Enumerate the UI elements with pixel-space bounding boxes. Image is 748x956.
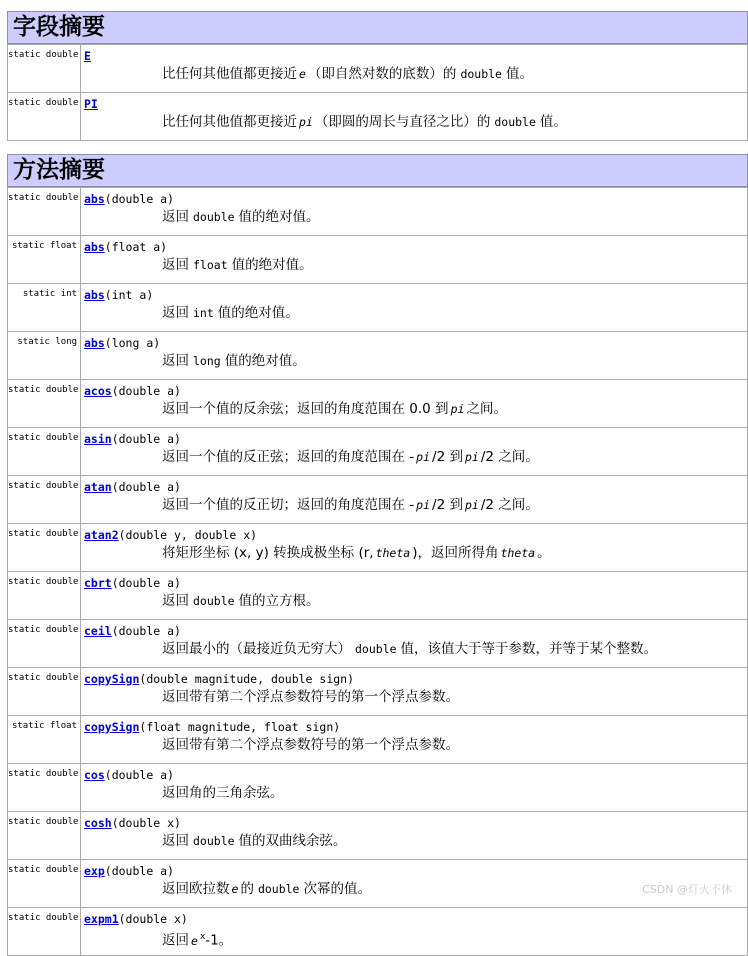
field-name-link[interactable]: PI [84,97,98,111]
method-modifier: static double [8,572,81,620]
field-row [8,45,748,93]
method-name-link[interactable]: asin [84,432,112,446]
field-desc-text: 比任何其他值都更接近 [162,66,297,82]
desc-text: 返回 [162,257,189,273]
method-params: (double y, double x) [118,528,258,542]
method-modifier: static double [8,620,81,668]
desc-text: -1。 [205,932,233,949]
method-description [84,303,747,323]
field-modifier: static double [8,93,81,141]
field-desc-text: 值。 [505,66,533,82]
desc-text: 值的绝对值。 [238,209,320,225]
method-name-link[interactable]: abs [84,288,105,302]
method-params: (float magnitude, float sign) [139,720,341,734]
desc-code: double [193,594,235,608]
method-name-link[interactable]: exp [84,864,105,878]
field-row [8,93,748,141]
method-description [84,351,747,371]
method-detail [81,812,748,860]
method-description [84,543,747,563]
method-name-link[interactable]: copySign [84,672,140,686]
desc-text: /2 到 [432,497,463,513]
desc-text: 返回最小的（最接近负无穷大） [162,641,351,657]
method-params: (double a) [111,624,181,638]
field-desc-text: （即自然对数的底数）的 [307,66,457,82]
method-description [84,591,747,611]
method-description [84,927,747,951]
method-params: (int a) [104,288,154,302]
desc-text: 返回 [162,305,189,321]
method-row [8,620,748,668]
method-modifier: static double [8,476,81,524]
method-detail [81,476,748,524]
method-modifier: static float [8,716,81,764]
field-desc-code: double [494,115,536,129]
method-signature [84,816,747,831]
method-description [84,255,747,275]
desc-italic: e [231,882,239,896]
field-name-link[interactable]: E [84,49,91,63]
method-signature [84,624,747,639]
desc-text: 值的双曲线余弦。 [238,833,347,849]
field-desc-italic: e [299,67,306,81]
method-row [8,716,748,764]
method-description [84,639,747,659]
method-detail [81,716,748,764]
field-summary-header: 字段摘要 [7,11,748,44]
desc-text: 返回带有第二个浮点参数符号的第一个浮点参数。 [162,689,459,705]
method-signature [84,480,747,495]
field-signature [84,49,747,64]
method-detail [81,908,748,956]
method-modifier: static double [8,380,81,428]
desc-italic: e [191,933,198,948]
field-signature [84,97,747,112]
method-signature [84,528,747,543]
desc-code: int [193,306,214,320]
field-desc-text: 值。 [539,114,567,130]
desc-code: double [193,210,235,224]
desc-text: 之间。 [466,401,507,417]
desc-text: /2 之间。 [480,497,539,513]
method-description [84,687,747,707]
method-name-link[interactable]: abs [84,336,105,350]
desc-text: 返回 [162,353,189,369]
method-detail [81,428,748,476]
method-name-link[interactable]: atan [84,480,112,494]
method-row [8,668,748,716]
field-summary-section [7,11,748,141]
desc-text: 的 [240,881,254,897]
desc-text: 返回一个值的反正切；返回的角度范围在 - [162,497,415,513]
method-signature [84,240,747,255]
desc-text: 返回 [162,932,189,949]
field-desc-text: （即圆的周长与直径之比）的 [314,114,491,130]
method-detail [81,236,748,284]
desc-text: 。 [537,545,551,561]
desc-italic: pi [450,402,465,416]
method-signature [84,912,747,927]
method-modifier: static double [8,188,81,236]
method-name-link[interactable]: abs [84,192,105,206]
method-signature [84,432,747,447]
method-params: (float a) [104,240,168,254]
method-description [84,831,747,851]
method-summary-table [7,187,748,956]
method-description [84,207,747,227]
method-params: (double a) [111,384,181,398]
method-params: (double a) [104,192,175,206]
method-params: (double a) [111,576,181,590]
method-detail [81,188,748,236]
method-description [84,495,747,515]
method-signature [84,336,747,351]
method-detail [81,620,748,668]
desc-italic: pi [464,498,479,512]
method-signature [84,672,747,687]
method-summary-header: 方法摘要 [7,154,748,187]
method-row [8,524,748,572]
method-row [8,428,748,476]
desc-superscript: x [199,932,206,942]
method-row [8,284,748,332]
method-row [8,332,748,380]
method-signature [84,576,747,591]
method-params: (double a) [111,432,181,446]
method-signature [84,720,747,735]
method-row [8,188,748,236]
desc-italic: theta [500,546,536,560]
method-modifier: static float [8,236,81,284]
method-name-link[interactable]: acos [84,384,112,398]
method-signature [84,384,747,399]
method-detail [81,284,748,332]
method-signature [84,288,747,303]
desc-text: 返回一个值的反正弦；返回的角度范围在 - [162,449,415,465]
method-name-link[interactable]: abs [84,240,105,254]
method-row [8,860,748,908]
method-signature [84,192,747,207]
method-row [8,764,748,812]
desc-text: 值的绝对值。 [231,257,313,273]
method-modifier: static double [8,524,81,572]
desc-italic: pi [416,498,431,512]
method-detail [81,668,748,716]
method-params: (double a) [111,480,181,494]
field-desc-code: double [460,67,502,81]
method-modifier: static double [8,812,81,860]
desc-code: double [257,882,300,896]
field-detail [81,93,748,141]
method-params: (double x) [118,912,188,926]
desc-code: float [193,258,228,272]
method-row [8,476,748,524]
desc-text: 返回欧拉数 [162,881,230,897]
method-name-link[interactable]: cos [84,768,105,782]
method-detail [81,332,748,380]
method-modifier: static double [8,668,81,716]
method-row [8,812,748,860]
method-description [84,399,747,419]
method-row [8,908,748,956]
desc-text: 返回 [162,833,189,849]
desc-text: /2 之间。 [480,449,539,465]
method-row [8,236,748,284]
method-params: (double magnitude, double sign) [139,672,355,686]
desc-text: 值的绝对值。 [217,305,299,321]
field-detail [81,45,748,93]
desc-code: long [193,354,221,368]
method-detail [81,380,748,428]
method-name-link[interactable]: cosh [84,816,112,830]
method-modifier: static int [8,284,81,332]
desc-text: 值的立方根。 [238,593,320,609]
method-description [84,447,747,467]
method-signature [84,768,747,783]
desc-text: 值的绝对值。 [224,353,306,369]
desc-italic: pi [416,450,431,464]
method-modifier: static double [8,860,81,908]
method-description [84,735,747,755]
desc-code: double [193,834,235,848]
field-description [84,64,747,84]
desc-italic: pi [464,450,479,464]
field-desc-text: 比任何其他值都更接近 [162,114,297,130]
method-summary-section [7,154,748,956]
field-desc-italic: pi [299,115,313,129]
method-params: (long a) [104,336,161,350]
method-detail [81,524,748,572]
desc-text: 次幂的值。 [303,881,371,897]
method-params: (double a) [104,864,175,878]
method-modifier: static double [8,764,81,812]
desc-text: 返回角的三角余弦。 [162,785,284,801]
desc-text: 返回带有第二个浮点参数符号的第一个浮点参数。 [162,737,459,753]
method-modifier: static double [8,428,81,476]
field-description [84,112,747,132]
method-row [8,572,748,620]
desc-italic: theta [375,546,411,560]
method-name-link[interactable]: copySign [84,720,140,734]
method-signature [84,864,747,879]
desc-text: 将矩形坐标 (x, y) 转换成极坐标 (r, [162,545,374,561]
method-row [8,380,748,428]
method-modifier: static long [8,332,81,380]
desc-code: double [355,642,397,656]
method-name-link[interactable]: expm1 [84,912,119,926]
method-name-link[interactable]: atan2 [84,528,119,542]
csdn-watermark: CSDN @灯火不休 [642,883,732,896]
method-modifier: static double [8,908,81,956]
method-name-link[interactable]: cbrt [84,576,112,590]
desc-text: 返回一个值的反余弦；返回的角度范围在 0.0 到 [162,401,449,417]
method-detail [81,572,748,620]
field-summary-table [7,44,748,141]
field-modifier: static double [8,45,81,93]
method-detail [81,764,748,812]
desc-text: 返回 [162,209,189,225]
desc-text: 值，该值大于等于参数，并等于某个整数。 [400,641,658,657]
method-params: (double x) [111,816,181,830]
desc-text: 返回 [162,593,189,609]
method-name-link[interactable]: ceil [84,624,112,638]
desc-text: )，返回所得角 [412,545,499,561]
desc-text: /2 到 [432,449,463,465]
method-description [84,783,747,803]
method-params: (double a) [104,768,175,782]
